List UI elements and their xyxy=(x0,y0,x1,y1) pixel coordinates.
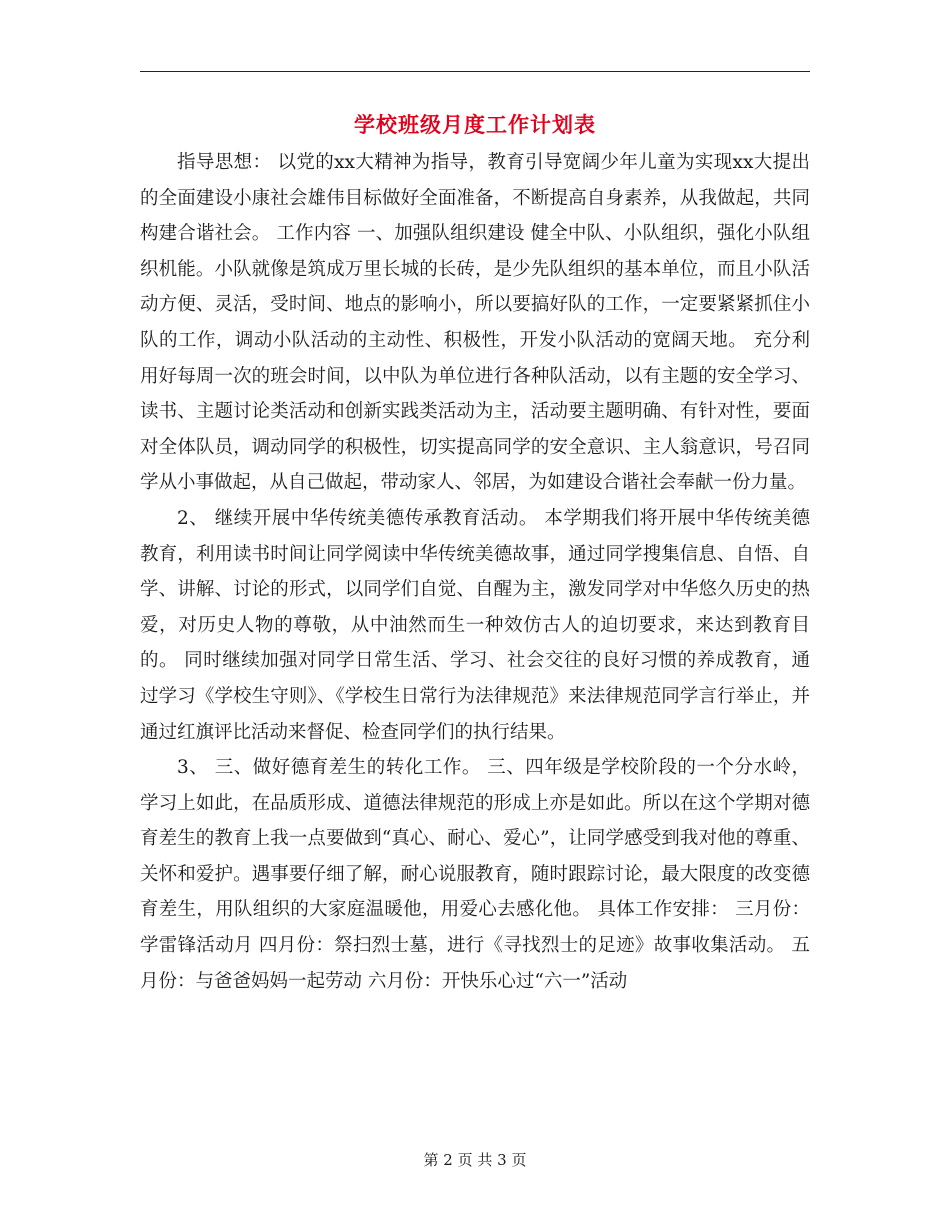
paragraph-guiding-thought: 指导思想： 以党的xx大精神为指导，教育引导宽阔少年儿童为实现xx大提出的全面建设小康社会雄伟目标做好全面准备，不断提高自身素养，从我做起，共同构建合谐社会。 工作内容 一、加强队组织建设 健全中队、小队组织，强化小队组织机能。小队就像是筑成万里长城的长砖，是少先队组织的基本单位，而且小队活动方便、灵活，受时间、地点的影响小，所以要搞好队的工作，一定要紧紧抓住小队的工作，调动小队活动的主动性、积极性，开发小队活动的宽阔天地。 充分利用好每周一次的班会时间，以中队为单位进行各种队活动，以有主题的安全学习、读书、主题讨论类活动和创新实践类活动为主，活动要主题明确、有针对性，要面对全体队员，调动同学的积极性，切实提高同学的安全意识、主人翁意识，号召同学从小事做起，从自己做起，带动家人、邻居，为如建设合谐社会奉献一份力量。 xyxy=(140,152,810,494)
document-title: 学校班级月度工作计划表 xyxy=(354,112,596,137)
paragraph-traditional-virtue: 2、 继续开展中华传统美德传承教育活动。 本学期我们将开展中华传统美德教育，利用读书时间让同学阅读中华传统美德故事，通过同学搜集信息、自悟、自学、讲解、讨论的形式，以同学们自觉、自醒为主，激发同学对中华悠久历史的热爱，对历史人物的尊敬，从中油然而生一种效仿古人的迫切要求，来达到教育目的。 同时继续加强对同学日常生活、学习、社会交往的良好习惯的养成教育，通过学习《学校生守则》、《学校生日常行为法律规范》来法律规范同学言行举止，并通过红旗评比活动来督促、检查同学们的执行结果。 xyxy=(140,507,810,743)
page-footer xyxy=(140,1150,810,1170)
page-number: 第 2 页 共 3 页 xyxy=(423,1151,527,1169)
paragraph-moral-education: 3、 三、做好德育差生的转化工作。 三、四年级是学校阶段的一个分水岭，学习上如此，在品质形成、道德法律规范的形成上亦是如此。所以在这个学期对德育差生的教育上我一点要做到“真心、耐心、爱心”，让同学感受到我对他的尊重、关怀和爱护。遇事要仔细了解，耐心说服教育，随时跟踪讨论，最大限度的改变德育差生，用队组织的大家庭温暖他，用爱心去感化他。 具体工作安排： 三月份：学雷锋活动月 四月份：祭扫烈士墓，进行《寻找烈士的足迹》故事收集活动。 五月份：与爸爸妈妈一起劳动 六月份：开快乐心过“六一”活动 xyxy=(140,757,810,992)
document-body xyxy=(140,145,810,999)
header-rule xyxy=(140,71,810,72)
